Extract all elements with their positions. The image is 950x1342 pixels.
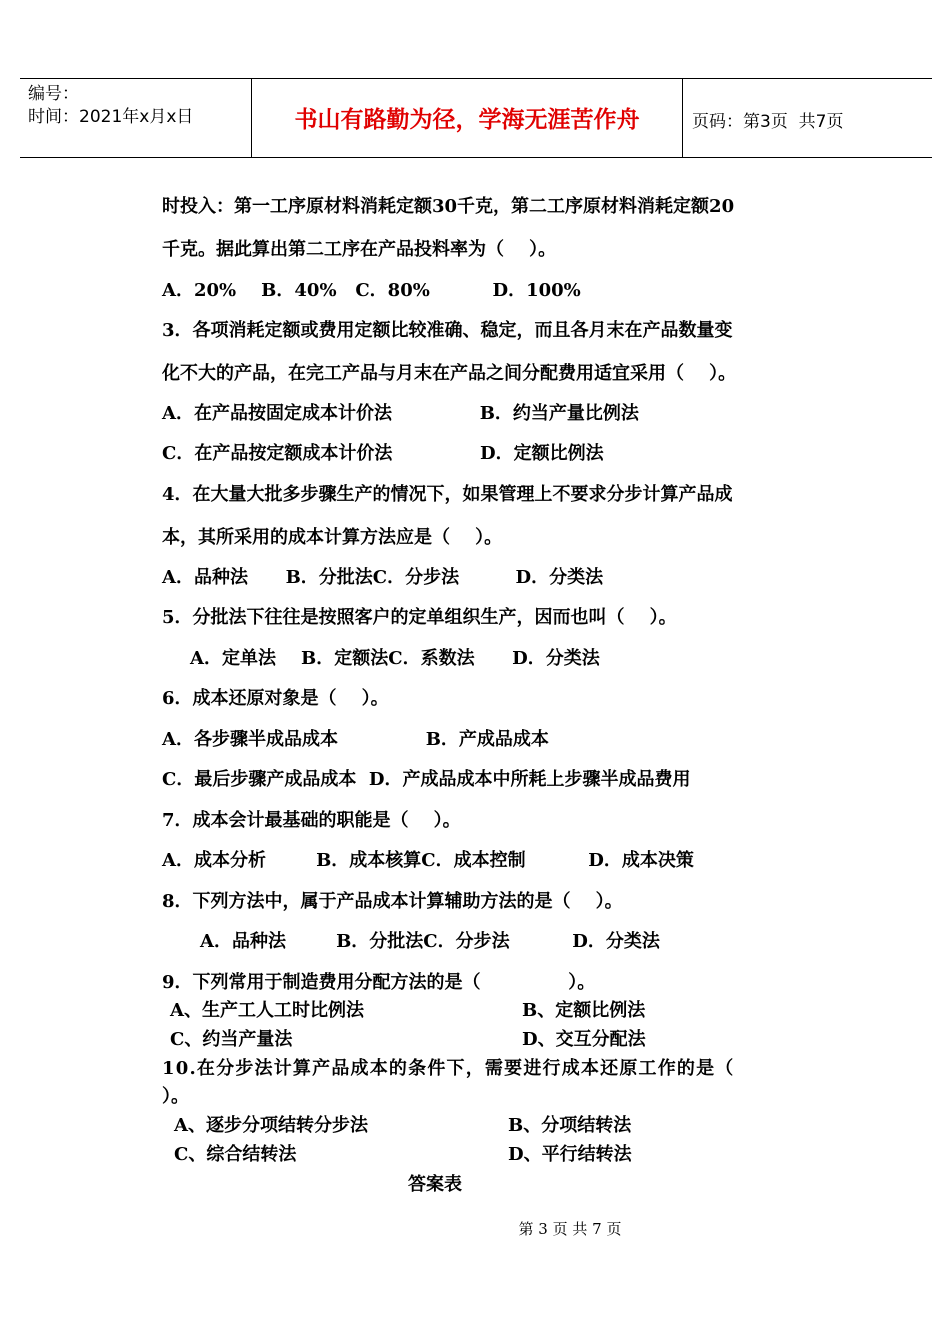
option-b: B、定额比例法 <box>522 1000 646 1021</box>
question-6: 6．成本还原对象是（ ）。 <box>162 688 389 709</box>
answer-table-title: 答案表 <box>408 1174 462 1195</box>
header-divider <box>682 79 683 157</box>
option-line: A．品种法 B．分批法C．分步法 D．分类法 <box>200 931 660 952</box>
text-line: ）。 <box>162 1086 189 1107</box>
option-b: B、分项结转法 <box>508 1115 632 1136</box>
header-table <box>20 78 932 158</box>
option-line: A．在产品按固定成本计价法 B．约当产量比例法 <box>162 403 639 424</box>
question-10: 10.在分步法计算产品成本的条件下，需要进行成本还原工作的是（ <box>162 1058 735 1079</box>
motto: 书山有路勤为径，学海无涯苦作舟 <box>294 107 640 133</box>
option-d: D、平行结转法 <box>508 1144 632 1165</box>
option-line: C．在产品按定额成本计价法 D．定额比例法 <box>162 443 604 464</box>
text-line: 化不大的产品，在完工产品与月末在产品之间分配费用适宜采用（ ）。 <box>162 363 737 384</box>
header-meta <box>28 83 193 129</box>
page-footer: 第 3 页 共 7 页 <box>518 1220 622 1238</box>
option-line: A．20% B．40% C．80% D．100% <box>162 280 581 301</box>
option-line: A．各步骤半成品成本 B．产成品成本 <box>162 729 549 750</box>
option-c: C、约当产量法 <box>170 1029 293 1050</box>
question-5: 5．分批法下往往是按照客户的定单组织生产，因而也叫（ ）。 <box>162 607 677 628</box>
option-a: A、逐步分项结转分步法 <box>174 1115 368 1136</box>
option-line: A．定单法 B．定额法C．系数法 D．分类法 <box>190 648 600 669</box>
question-3: 3．各项消耗定额或费用定额比较准确、稳定，而且各月末在产品数量变 <box>162 320 733 341</box>
option-line: A．品种法 B．分批法C．分步法 D．分类法 <box>162 567 604 588</box>
option-d: D、交互分配法 <box>522 1029 646 1050</box>
text-line: 本，其所采用的成本计算方法应是（ ）。 <box>162 527 503 548</box>
question-8: 8．下列方法中，属于产品成本计算辅助方法的是（ ）。 <box>162 891 623 912</box>
number-label: 编号： <box>28 84 79 104</box>
option-a: A、生产工人工时比例法 <box>170 1000 364 1021</box>
question-4: 4．在大量大批多步骤生产的情况下，如果管理上不要求分步计算产品成 <box>162 484 733 505</box>
option-c: C、综合结转法 <box>174 1144 297 1165</box>
time-label: 时间：2021年x月x日 <box>28 107 194 127</box>
text-line: 千克。据此算出第二工序在产品投料率为（ ）。 <box>162 239 557 260</box>
question-9: 9．下列常用于制造费用分配方法的是（ ）。 <box>162 972 596 993</box>
text-line: 时投入：第一工序原材料消耗定额30千克，第二工序原材料消耗定额20 <box>162 196 735 217</box>
page-info: 页码：第3页 共7页 <box>692 112 844 132</box>
option-line: A．成本分析 B．成本核算C．成本控制 D．成本决策 <box>162 850 694 871</box>
option-line: C．最后步骤产成品成本 D．产成品成本中所耗上步骤半成品费用 <box>162 769 691 790</box>
question-7: 7．成本会计最基础的职能是（ ）。 <box>162 810 461 831</box>
